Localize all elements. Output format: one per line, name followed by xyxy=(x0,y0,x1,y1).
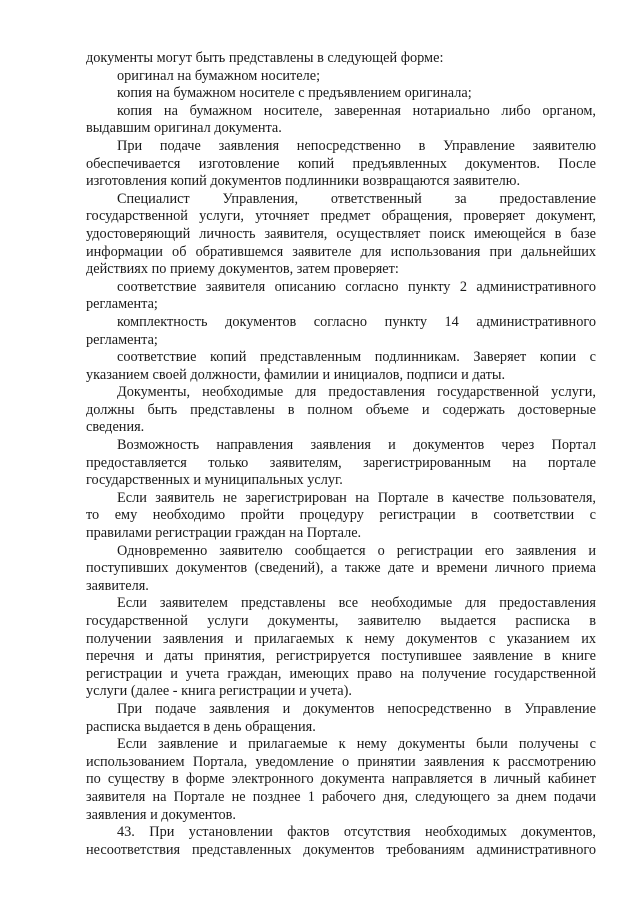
text-line: поступивших документов (сведений), а также дате и времени личного приема xyxy=(86,560,596,577)
text-line: При подаче заявления и документов непосредственно в Управление xyxy=(117,700,596,717)
text-line: заявителя на Портале не позднее 1 рабочего дня, следующего за днем подачи xyxy=(86,788,596,805)
text-line: Если заявление и прилагаемые к нему документы были получены с xyxy=(117,736,596,753)
text-line: услуги (далее - книга регистрации и учета). xyxy=(86,683,352,700)
text-line: получении заявления и прилагаемых к нему документов с указанием их xyxy=(86,630,596,647)
text-line: государственной услуги документы, заявителю выдается расписка в xyxy=(86,613,596,629)
text-line: заявления и документов. xyxy=(86,806,236,823)
text-line: должны быть представлены в полном объеме и содержать достоверные xyxy=(86,401,596,418)
text-line: копия на бумажном носителе, заверенная нотариально либо органом, xyxy=(117,102,596,119)
text-line: сведения. xyxy=(86,419,145,436)
text-line: документы могут быть представлены в следующей форме: xyxy=(86,50,444,66)
text-line: выдавшим оригинал документа. xyxy=(86,120,282,137)
text-line: комплектность документов согласно пункту 14 административного xyxy=(117,313,596,330)
text-line: регистрации и учета граждан, имеющих право на получение государственной xyxy=(86,665,596,682)
text-line: При подаче заявления непосредственно в Управление заявителю xyxy=(117,137,596,154)
text-line: оригинал на бумажном носителе; xyxy=(117,67,321,84)
text-line: заявителя. xyxy=(86,577,149,594)
text-line: Специалист Управления, ответственный за предоставление xyxy=(117,190,596,207)
text-line: информации об обратившемся заявителе для использования при дальнейших xyxy=(86,243,596,260)
text-line: Документы, необходимые для предоставления государственной услуги, xyxy=(117,384,596,401)
text-line: копия на бумажном носителе с предъявлением оригинала; xyxy=(117,85,472,102)
text-line: предоставляется только заявителям, зарегистрированным на портале xyxy=(86,454,596,471)
text-line: регламента; xyxy=(86,331,158,348)
text-line: удостоверяющий личность заявителя, осуществляет поиск имеющейся в базе xyxy=(86,225,596,242)
text-line: изготовления копий документов подлинники возвращаются заявителю. xyxy=(86,173,521,190)
text-line: действиях по приему документов, затем проверяет: xyxy=(86,261,399,278)
text-line: Если заявитель не зарегистрирован на Портале в качестве пользователя, xyxy=(117,489,596,506)
text-line: регламента; xyxy=(86,296,158,313)
text-line: Возможность направления заявления и документов через Портал xyxy=(117,437,596,454)
text-line: несоответствия представленных документов требованиям административного xyxy=(86,841,596,858)
text-line: расписка выдается в день обращения. xyxy=(86,718,316,735)
text-line: правилами регистрации граждан на Портале. xyxy=(86,525,362,542)
text-line: государственной услуги, уточняет предмет обращения, проверяет документ, xyxy=(86,208,596,225)
text-line: соответствие копий представленным подлинникам. Заверяет копии с xyxy=(117,349,596,366)
text-line: указанием своей должности, фамилии и инициалов, подписи и даты. xyxy=(86,366,506,383)
text-line: 43. При установлении фактов отсутствия необходимых документов, xyxy=(117,824,596,841)
text-line: обеспечивается изготовление копий предъявленных документов. После xyxy=(86,155,596,172)
text-line: Одновременно заявителю сообщается о регистрации его заявления и xyxy=(117,542,596,559)
text-line: перечня и даты принятия, регистрируется поступившее заявление в книге xyxy=(86,648,596,665)
text-line: использованием Портала, уведомление о принятии заявления к рассмотрению xyxy=(86,753,596,770)
text-line: соответствие заявителя описанию согласно пункту 2 административного xyxy=(117,278,596,295)
text-line: по существу в форме электронного документа направляется в личный кабинет xyxy=(86,771,596,788)
text-line: Если заявителем представлены все необходимые для предоставления xyxy=(117,595,596,612)
text-line: то ему необходимо пройти процедуру регистрации в соответствии с xyxy=(86,507,596,524)
text-line: государственных и муниципальных услуг. xyxy=(86,472,343,489)
